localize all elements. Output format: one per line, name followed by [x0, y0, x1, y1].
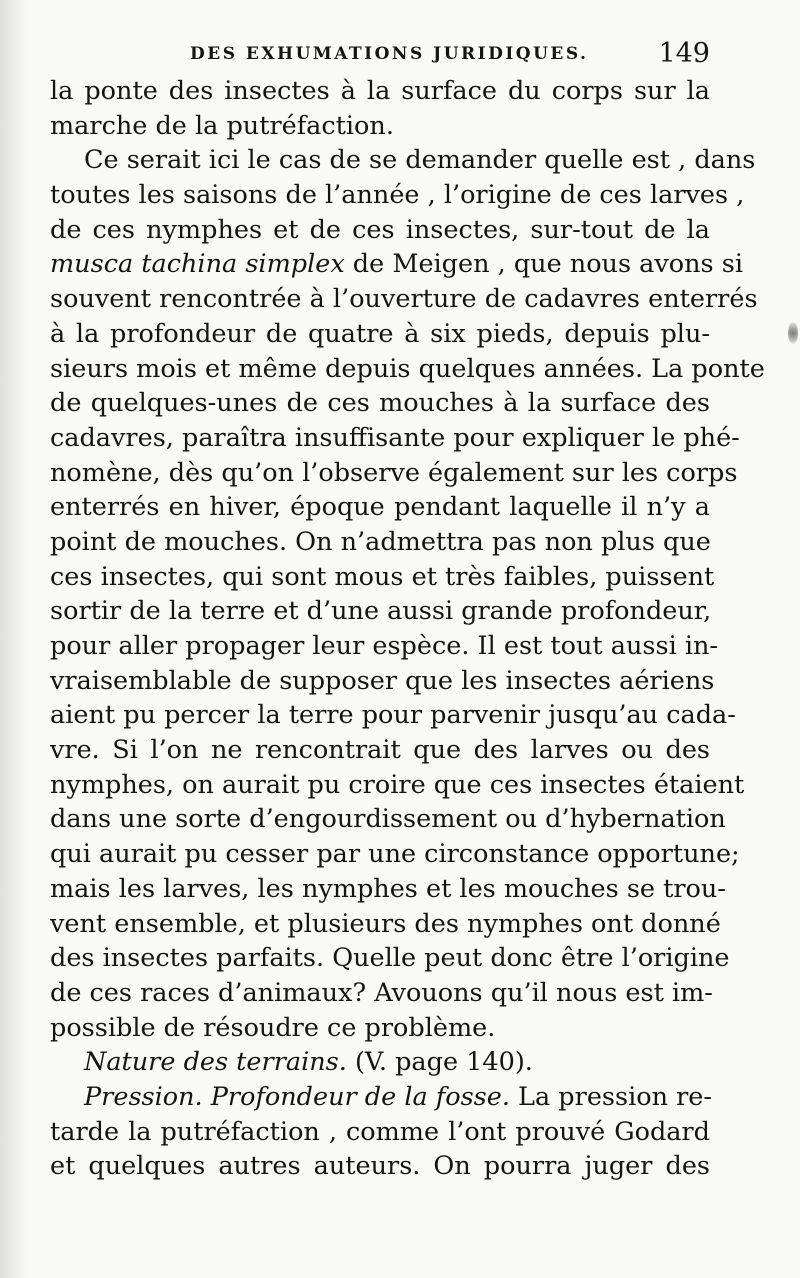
page-edge-shadow — [0, 0, 28, 1278]
text-line: souvent rencontrée à l’ouverture de cadavres enterrés — [50, 284, 758, 315]
text-line: la ponte des insectes à la surface du corps sur la — [50, 76, 710, 106]
text-line: ces insectes, qui sont mous et très faibles, puissent — [50, 561, 715, 592]
text-line — [50, 1045, 710, 1080]
text-line: nomène, dès qu’on l’observe également sur les corps — [50, 457, 738, 488]
text-line: des insectes parfaits. Quelle peut donc être l’origine — [50, 943, 730, 974]
ink-blot — [788, 322, 798, 344]
text-line: de ces nymphes et de ces insectes, sur-tout de la — [50, 214, 710, 245]
text-line: et quelques autres auteurs. On pourra juger des — [50, 1151, 710, 1182]
text-line: vre. Si l’on ne rencontrait que des larves ou des — [50, 735, 710, 766]
text-line: nymphes, on aurait pu croire que ces insectes étaient — [50, 769, 745, 800]
text-line: dans une sorte d’engourdissement ou d’hybernation — [50, 804, 726, 835]
text-line — [50, 247, 743, 282]
text-line: tarde la putréfaction , comme l’ont prouvé Godard — [50, 1116, 710, 1147]
text-line: aient pu percer la terre pour parvenir jusqu’au cada- — [50, 700, 736, 731]
text-line: point de mouches. On n’admettra pas non plus que — [50, 526, 711, 557]
text-line: pour aller propager leur espèce. Il est tout aussi in- — [50, 631, 719, 661]
text-line: sortir de la terre et d’une aussi grande profondeur, — [50, 596, 712, 627]
italic-text: Nature des terrains. — [84, 1047, 347, 1078]
page-number: 149 — [658, 38, 710, 69]
text-line: mais les larves, les nymphes et les mouches se trou- — [50, 873, 726, 904]
text-line: marche de la putréfaction. — [50, 110, 394, 141]
body-text — [50, 74, 765, 1184]
text-run: de Meigen , que nous avons si — [344, 249, 743, 280]
text-run: La pression re- — [509, 1081, 713, 1112]
italic-text: Pression. Profondeur de la fosse. — [84, 1081, 510, 1112]
text-line: vraisemblable de supposer que les insectes aériens — [50, 665, 715, 696]
text-line: cadavres, paraîtra insuffisante pour expliquer le phé- — [50, 422, 740, 453]
text-line: de ces races d’animaux? Avouons qu’il nous est im- — [50, 977, 713, 1008]
text-line: à la profondeur de quatre à six pieds, depuis plu- — [50, 318, 710, 349]
italic-text: musca tachina simplex — [50, 249, 345, 280]
text-line: toutes les saisons de l’année , l’origine de ces larves , — [50, 180, 745, 211]
text-line: de quelques-unes de ces mouches à la surface des — [50, 388, 710, 419]
running-header — [58, 34, 708, 74]
text-line: vent ensemble, et plusieurs des nymphes ont donné — [50, 908, 721, 939]
text-line: qui aurait pu cesser par une circonstance opportune; — [50, 839, 740, 870]
text-line: enterrés en hiver, époque pendant laquelle il n’y a — [50, 492, 710, 523]
text-run: (V. page 140). — [346, 1047, 533, 1078]
running-title: DES EXHUMATIONS JURIDIQUES. — [190, 44, 589, 64]
text-line: possible de résoudre ce problème. — [50, 1012, 496, 1043]
text-line: Ce serait ici le cas de se demander quelle est , dans — [84, 145, 756, 176]
text-line: sieurs mois et même depuis quelques années. La ponte — [50, 353, 765, 384]
text-line — [50, 1080, 713, 1115]
